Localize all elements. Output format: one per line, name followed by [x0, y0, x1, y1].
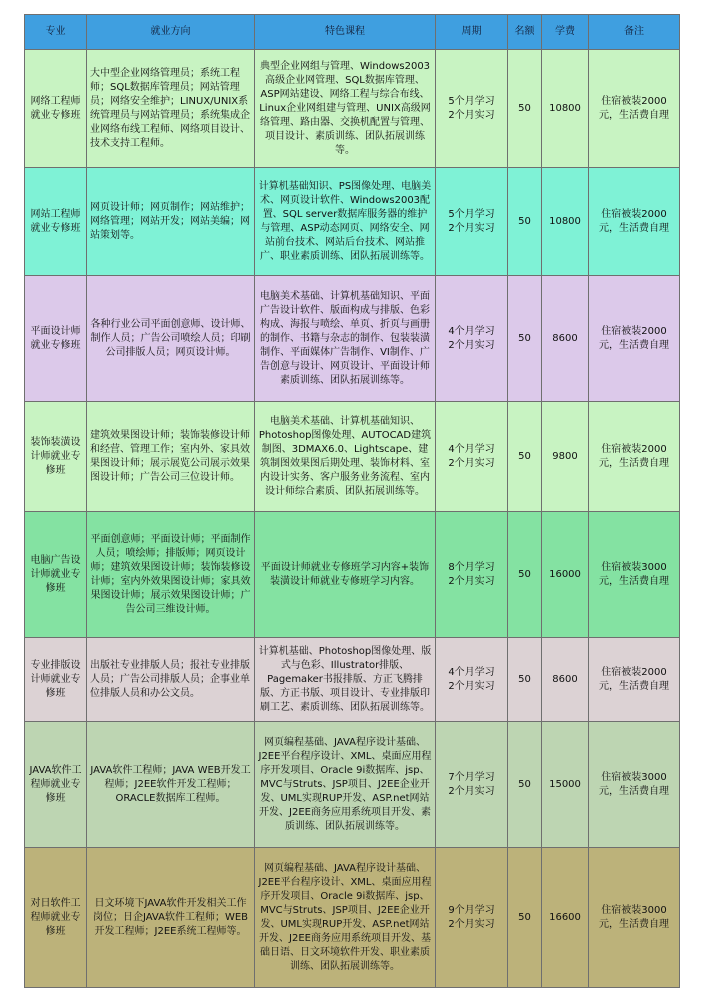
header-jobs: 就业方向: [87, 15, 255, 50]
note-cell: 住宿被装2000元，生活费自理: [589, 50, 680, 168]
major-cell: 平面设计师就业专修班: [25, 276, 87, 402]
period-cell: [436, 848, 508, 988]
courses-cell: 网页编程基础、JAVA程序设计基础、J2EE平台程序设计、XML、桌面应用程序开发项目、Oracle 9i数据库、jsp、MVC与Struts、JSP项目、J2EE企业开发、UML实现RUP开发、ASP.net网站开发、J2EE商务应用系统项目开发、基础日语、日文环境软件开发、职业素质训练、团队拓展训练等。: [255, 848, 436, 988]
major-cell: 网络工程师就业专修班: [25, 50, 87, 168]
period-intern: 2个月实习: [448, 918, 495, 930]
quota-cell: 50: [508, 848, 542, 988]
courses-cell: 网页编程基础、JAVA程序设计基础、J2EE平台程序设计、XML、桌面应用程序开发项目、Oracle 9i数据库、jsp、MVC与Struts、JSP项目、J2EE企业开发、UML实现RUP开发、ASP.net网站开发、J2EE商务应用系统项目开发、素质训练、团队拓展训练等。: [255, 722, 436, 848]
period-study: 9个月学习: [448, 904, 495, 916]
courses-cell: 电脑美术基础、计算机基础知识、平面广告设计软件、版面构成与排版、色彩构成、海报与喷绘、单页、折页与画册的制作、书籍与杂志的制作、包装装潢制作、平面媒体广告制作、VI制作、广告创意与设计、网页设计、平面设计师素质训练、团队拓展训练等。: [255, 276, 436, 402]
period-study: 5个月学习: [448, 208, 495, 220]
quota-cell: 50: [508, 276, 542, 402]
table-row: [25, 638, 680, 722]
period-cell: [436, 638, 508, 722]
quota-cell: 50: [508, 50, 542, 168]
header-major: 专业: [25, 15, 87, 50]
jobs-cell: 网页设计师；网页制作；网站维护；网络管理；网站开发；网站美编；网站策划等。: [87, 168, 255, 276]
jobs-cell: 平面创意师；平面设计师；平面制作人员；喷绘师；排版师；网页设计师；建筑效果图设计师；装饰装修设计师；室内外效果图设计师；家具效果图设计师；展示效果图设计师；广告公司三维设计师。: [87, 512, 255, 638]
header-quota: 名额: [508, 15, 542, 50]
quota-cell: 50: [508, 402, 542, 512]
jobs-cell: 建筑效果图设计师；装饰装修设计师和经营、管理工作；室内外、家具效果图设计师；展示展览公司展示效果图设计师；广告公司三位设计师。: [87, 402, 255, 512]
note-cell: 住宿被装2000元，生活费自理: [589, 638, 680, 722]
fee-cell: 8600: [542, 638, 589, 722]
fee-cell: 10800: [542, 50, 589, 168]
jobs-cell: 日文环境下JAVA软件开发相关工作岗位；日企JAVA软件工程师；WEB开发工程师；J2EE系统工程师等。: [87, 848, 255, 988]
period-study: 4个月学习: [448, 666, 495, 678]
fee-cell: 16600: [542, 848, 589, 988]
major-cell: 装饰装潢设计师就业专修班: [25, 402, 87, 512]
table-row: [25, 848, 680, 988]
period-cell: [436, 512, 508, 638]
period-study: 4个月学习: [448, 443, 495, 455]
period-intern: 2个月实习: [448, 785, 495, 797]
jobs-cell: 各种行业公司平面创意师、设计师、制作人员；广告公司喷绘人员；印刷公司排版人员；网页设计师。: [87, 276, 255, 402]
period-cell: [436, 722, 508, 848]
fee-cell: 8600: [542, 276, 589, 402]
fee-cell: 10800: [542, 168, 589, 276]
note-cell: 住宿被装2000元，生活费自理: [589, 276, 680, 402]
period-intern: 2个月实习: [448, 680, 495, 692]
table-row: [25, 722, 680, 848]
quota-cell: 50: [508, 638, 542, 722]
major-cell: 网站工程师就业专修班: [25, 168, 87, 276]
quota-cell: 50: [508, 722, 542, 848]
major-cell: 对日软件工程师就业专修班: [25, 848, 87, 988]
fee-cell: 9800: [542, 402, 589, 512]
note-cell: 住宿被装2000元，生活费自理: [589, 402, 680, 512]
period-cell: [436, 168, 508, 276]
header-row: [25, 15, 680, 50]
quota-cell: 50: [508, 512, 542, 638]
major-cell: 电脑广告设计师就业专修班: [25, 512, 87, 638]
course-table: [24, 14, 680, 988]
period-intern: 2个月实习: [448, 339, 495, 351]
period-study: 7个月学习: [448, 771, 495, 783]
course-table-frame: [24, 14, 679, 984]
header-fee: 学费: [542, 15, 589, 50]
period-cell: [436, 402, 508, 512]
period-cell: [436, 276, 508, 402]
quota-cell: 50: [508, 168, 542, 276]
header-courses: 特色课程: [255, 15, 436, 50]
courses-cell: 电脑美术基础、计算机基础知识、Photoshop图像处理、AUTOCAD建筑制图、3DMAX6.0、Lightscape、建筑制图效果图后期处理、装饰材料、室内设计实务、客户服务业务流程、室内设计师综合素质、团队拓展训练等。: [255, 402, 436, 512]
period-intern: 2个月实习: [448, 222, 495, 234]
note-cell: 住宿被装3000元，生活费自理: [589, 848, 680, 988]
table-row: [25, 402, 680, 512]
courses-cell: 计算机基础知识、PS图像处理、电脑美术、网页设计软件、Windows2003配置、SQL server数据库服务器的维护与管理、ASP动态网页、网络安全、网站前台技术、网站后台技术、网站推广、职业素质训练、团队拓展训练等。: [255, 168, 436, 276]
period-intern: 2个月实习: [448, 457, 495, 469]
fee-cell: 16000: [542, 512, 589, 638]
fee-cell: 15000: [542, 722, 589, 848]
table-row: [25, 276, 680, 402]
courses-cell: 计算机基础、Photoshop图像处理、版式与色彩、Illustrator排版、Pagemaker书报排版、方正飞腾排版、方正书版、项目设计、专业排版印刷工艺、素质训练、团队拓展训练等。: [255, 638, 436, 722]
table-row: [25, 50, 680, 168]
note-cell: 住宿被装3000元，生活费自理: [589, 722, 680, 848]
major-cell: 专业排版设计师就业专修班: [25, 638, 87, 722]
period-cell: [436, 50, 508, 168]
note-cell: 住宿被装2000元，生活费自理: [589, 168, 680, 276]
jobs-cell: 大中型企业网络管理员；系统工程师；SQL数据库管理员；网站管理员；网络安全维护；LINUX/UNIX系统管理员与网站管理员；系统集成企业网络布线工程师、网络项目设计、技术支持工程师。: [87, 50, 255, 168]
header-note: 备注: [589, 15, 680, 50]
period-intern: 2个月实习: [448, 109, 495, 121]
period-study: 4个月学习: [448, 325, 495, 337]
courses-cell: 典型企业网组与管理、Windows2003高级企业网管理、SQL数据库管理、ASP网站建设、网络工程与综合布线、Linux企业网组建与管理、UNIX高级网络管理、路由器、交换机配置与管理、项目设计、素质训练、团队拓展训练等。: [255, 50, 436, 168]
table-row: [25, 512, 680, 638]
note-cell: 住宿被装3000元，生活费自理: [589, 512, 680, 638]
courses-cell: 平面设计师就业专修班学习内容+装饰装潢设计师就业专修班学习内容。: [255, 512, 436, 638]
table-row: [25, 168, 680, 276]
major-cell: JAVA软件工程师就业专修班: [25, 722, 87, 848]
period-intern: 2个月实习: [448, 575, 495, 587]
period-study: 8个月学习: [448, 561, 495, 573]
jobs-cell: JAVA软件工程师；JAVA WEB开发工程师；J2EE软件开发工程师；ORACLE数据库工程师。: [87, 722, 255, 848]
period-study: 5个月学习: [448, 95, 495, 107]
jobs-cell: 出版社专业排版人员；报社专业排版人员；广告公司排版人员；企事业单位排版人员和办公文员。: [87, 638, 255, 722]
header-period: 周期: [436, 15, 508, 50]
